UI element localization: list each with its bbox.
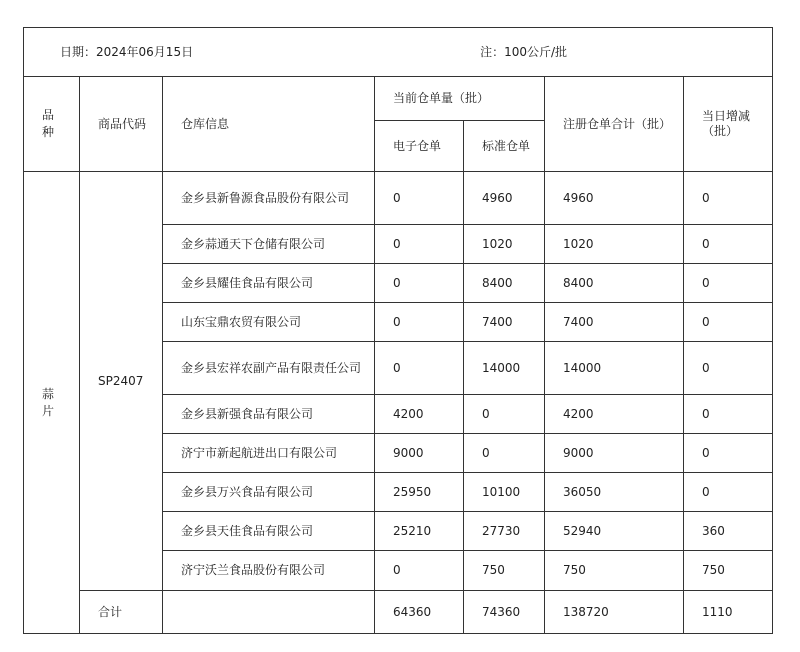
summary-electronic: 64360 (375, 591, 464, 634)
col-change-header: 当日增减（批） (684, 77, 773, 172)
standard-cell: 750 (464, 551, 545, 591)
standard-cell: 0 (464, 434, 545, 473)
warehouse-cell: 金乡蒜通天下仓储有限公司 (163, 225, 375, 264)
total-cell: 1020 (545, 225, 684, 264)
electronic-cell: 0 (375, 264, 464, 303)
electronic-cell: 4200 (375, 395, 464, 434)
col-electronic-header: 电子仓单 (375, 121, 464, 172)
electronic-cell: 0 (375, 172, 464, 225)
col-variety-header: 品种 (24, 77, 80, 172)
col-current-header: 当前仓单量（批） (375, 77, 545, 121)
col-code-header: 商品代码 (80, 77, 163, 172)
change-cell: 750 (684, 551, 773, 591)
total-cell: 14000 (545, 342, 684, 395)
standard-cell: 10100 (464, 473, 545, 512)
electronic-cell: 25950 (375, 473, 464, 512)
standard-cell: 8400 (464, 264, 545, 303)
warehouse-cell: 山东宝鼎农贸有限公司 (163, 303, 375, 342)
report-date: 日期：2024年06月15日 (60, 44, 194, 59)
warehouse-cell: 金乡县宏祥农副产品有限责任公司 (163, 342, 375, 395)
total-cell: 36050 (545, 473, 684, 512)
change-cell: 0 (684, 303, 773, 342)
warehouse-cell: 金乡县新强食品有限公司 (163, 395, 375, 434)
col-total-header: 注册仓单合计（批） (545, 77, 684, 172)
standard-cell: 27730 (464, 512, 545, 551)
electronic-cell: 9000 (375, 434, 464, 473)
warehouse-warrant-table (23, 27, 773, 634)
total-cell: 52940 (545, 512, 684, 551)
standard-cell: 0 (464, 395, 545, 434)
unit-note: 注：100公斤/批 (480, 44, 568, 59)
standard-cell: 1020 (464, 225, 545, 264)
summary-standard: 74360 (464, 591, 545, 634)
total-cell: 7400 (545, 303, 684, 342)
change-cell: 0 (684, 434, 773, 473)
summary-row (24, 591, 773, 634)
total-cell: 8400 (545, 264, 684, 303)
change-cell: 360 (684, 512, 773, 551)
electronic-cell: 0 (375, 551, 464, 591)
col-standard-header: 标准仓单 (464, 121, 545, 172)
warehouse-cell: 金乡县耀佳食品有限公司 (163, 264, 375, 303)
standard-cell: 4960 (464, 172, 545, 225)
code-cell: SP2407 (80, 172, 163, 591)
col-warehouse-header: 仓库信息 (163, 77, 375, 172)
column-header-row (24, 77, 773, 121)
total-cell: 9000 (545, 434, 684, 473)
total-cell: 750 (545, 551, 684, 591)
variety-cell: 蒜片 (24, 172, 80, 634)
change-cell: 0 (684, 395, 773, 434)
electronic-cell: 0 (375, 342, 464, 395)
warehouse-cell: 金乡县新鲁源食品股份有限公司 (163, 172, 375, 225)
total-cell: 4960 (545, 172, 684, 225)
change-cell: 0 (684, 172, 773, 225)
change-cell: 0 (684, 473, 773, 512)
warehouse-cell: 济宁沃兰食品股份有限公司 (163, 551, 375, 591)
change-cell: 0 (684, 264, 773, 303)
electronic-cell: 25210 (375, 512, 464, 551)
summary-total: 138720 (545, 591, 684, 634)
summary-warehouse-cell (163, 591, 375, 634)
warehouse-cell: 金乡县万兴食品有限公司 (163, 473, 375, 512)
warehouse-cell: 金乡县天佳食品有限公司 (163, 512, 375, 551)
change-cell: 0 (684, 342, 773, 395)
summary-label: 合计 (80, 591, 163, 634)
total-cell: 4200 (545, 395, 684, 434)
warehouse-cell: 济宁市新起航进出口有限公司 (163, 434, 375, 473)
change-cell: 0 (684, 225, 773, 264)
standard-cell: 14000 (464, 342, 545, 395)
header-info-cell (24, 28, 773, 77)
standard-cell: 7400 (464, 303, 545, 342)
electronic-cell: 0 (375, 225, 464, 264)
electronic-cell: 0 (375, 303, 464, 342)
header-info-row (24, 28, 773, 77)
table-row (24, 172, 773, 225)
summary-change: 1110 (684, 591, 773, 634)
